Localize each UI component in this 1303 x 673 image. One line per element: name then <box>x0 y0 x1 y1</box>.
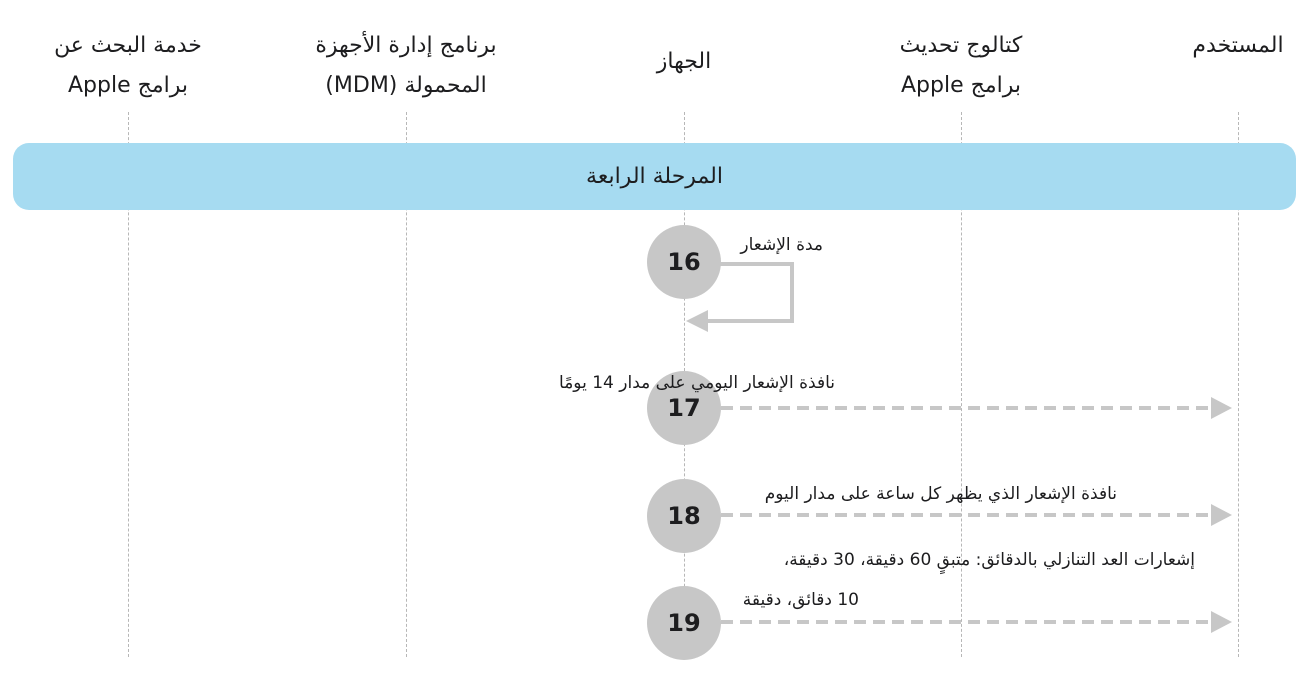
step-label-text: نافذة الإشعار اليومي على مدار 14 يومًا <box>559 373 835 393</box>
step-number: 17 <box>667 394 701 422</box>
step-label-text: نافذة الإشعار الذي يظهر كل ساعة على مدار اليوم <box>764 484 1117 504</box>
lane-title: برامج Apple <box>68 73 188 98</box>
step-18-arrow <box>721 504 1232 526</box>
phase-label: المرحلة الرابعة <box>586 164 723 189</box>
lane-title: خدمة البحث عن <box>54 33 202 58</box>
step-17-label <box>559 372 835 394</box>
step-17-arrow <box>721 397 1232 419</box>
lane-title: كتالوج تحديث <box>899 33 1023 58</box>
lane-title: المحمولة (MDM) <box>325 73 487 98</box>
step-number: 16 <box>667 248 701 276</box>
step-18-badge <box>647 479 721 553</box>
step-number: 19 <box>667 609 701 637</box>
step-label-text: 10 دقائق، دقيقة <box>742 590 859 610</box>
step-19-badge <box>647 586 721 660</box>
step-label-text: إشعارات العد التنازلي بالدقائق: متبقٍ 60 دقيقة، 30 دقيقة، <box>783 550 1195 570</box>
lane-title: برنامج إدارة الأجهزة <box>315 33 497 58</box>
step-19-label-line-1 <box>784 549 1195 571</box>
step-number: 18 <box>667 502 701 530</box>
step-16-badge <box>647 225 721 299</box>
step-19-label-line-2 <box>743 589 859 611</box>
step-18-label <box>765 483 1117 505</box>
step-16-label <box>740 234 823 256</box>
lane-title: برامج Apple <box>901 73 1021 98</box>
step-label-text: مدة الإشعار <box>740 235 823 255</box>
lane-title: الجهاز <box>656 49 712 74</box>
lane-title: المستخدم <box>1192 33 1284 58</box>
step-19-arrow <box>721 611 1232 633</box>
